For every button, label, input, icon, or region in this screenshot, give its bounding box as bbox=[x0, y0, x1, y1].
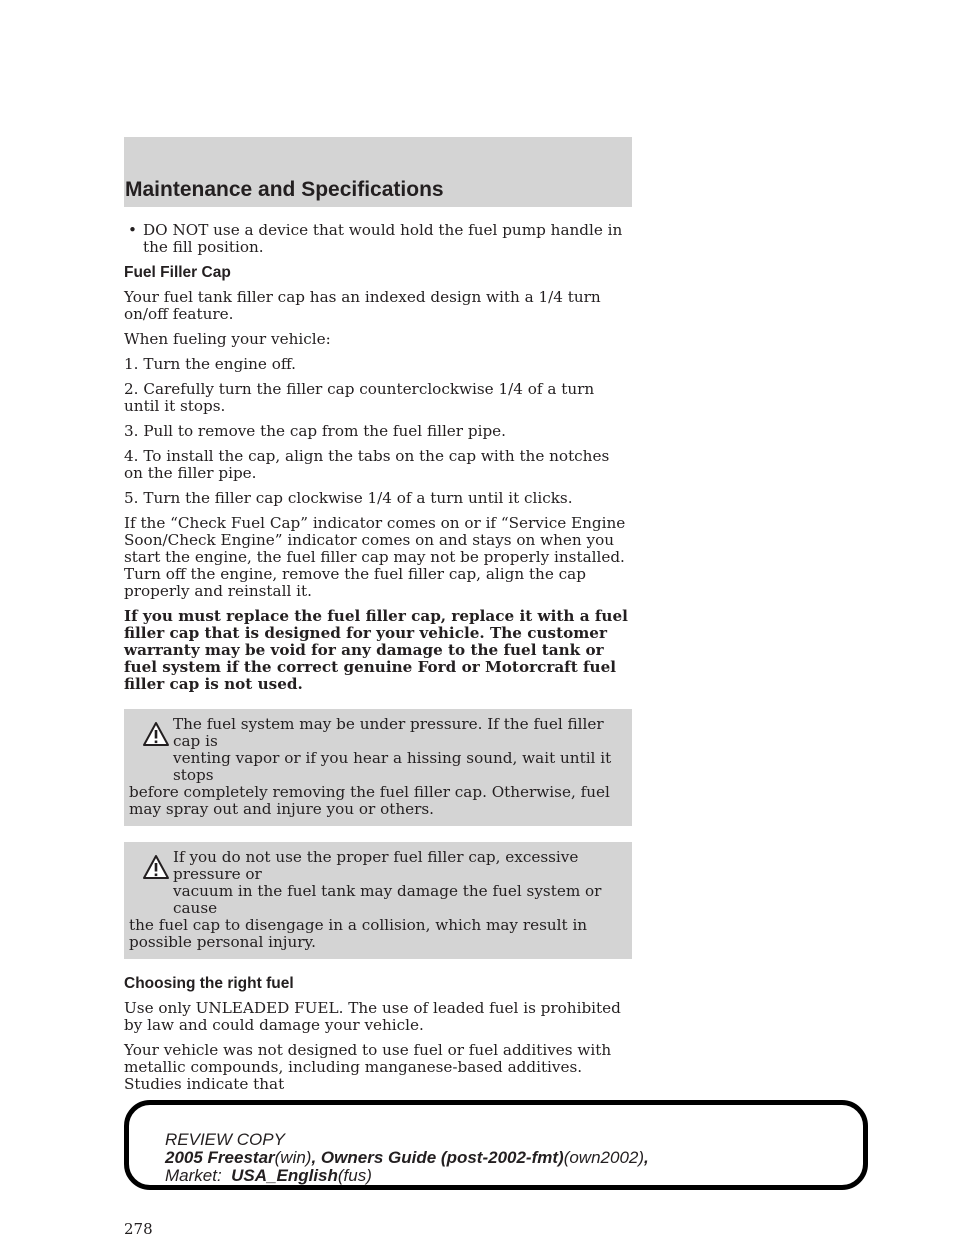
review-model-line bbox=[165, 1149, 649, 1167]
guide-name: , Owners Guide (post-2002-fmt) bbox=[311, 1148, 564, 1167]
market-code: (fus) bbox=[337, 1166, 372, 1185]
warning-text-rest: before completely removing the fuel filler cap. Otherwise, fuel may spray out and injure you or others. bbox=[129, 783, 610, 818]
warning-box-cap bbox=[124, 842, 632, 959]
review-market-line bbox=[165, 1167, 372, 1185]
model-name: 2005 Freestar bbox=[165, 1148, 275, 1167]
choosing-fuel-p1: Use only UNLEADED FUEL. The use of leaded fuel is prohibited by law and could damage your vehicle. bbox=[124, 999, 621, 1034]
guide-code: (own2002) bbox=[563, 1148, 645, 1167]
fuel-filler-cap-heading: Fuel Filler Cap bbox=[124, 264, 231, 281]
warning-text-line1: If you do not use the proper fuel filler cap, excessive pressure or bbox=[173, 848, 579, 883]
when-fueling-text: When fueling your vehicle: bbox=[124, 330, 331, 348]
choosing-fuel-p2: Your vehicle was not designed to use fuel or fuel additives with metallic compounds, including manganese-based additives. Studies indicate that bbox=[124, 1041, 612, 1093]
warning-box-pressure bbox=[124, 709, 632, 826]
market-label: Market: bbox=[165, 1166, 222, 1185]
step-5: 5. Turn the filler cap clockwise 1/4 of a turn until it clicks. bbox=[124, 489, 573, 507]
page-number: 278 bbox=[124, 1220, 153, 1238]
review-copy-box bbox=[124, 1100, 868, 1190]
warning-triangle-icon bbox=[142, 721, 170, 747]
choosing-fuel-heading: Choosing the right fuel bbox=[124, 975, 294, 992]
step-1: 1. Turn the engine off. bbox=[124, 355, 296, 373]
warning-text-line2: venting vapor or if you hear a hissing sound, wait until it stops bbox=[173, 749, 612, 784]
warning-triangle-icon bbox=[142, 854, 170, 880]
section-title: Maintenance and Specifications bbox=[125, 178, 444, 201]
step-3: 3. Pull to remove the cap from the fuel filler pipe. bbox=[124, 422, 507, 440]
fuel-cap-intro: Your fuel tank filler cap has an indexed design with a 1/4 turn on/off feature. bbox=[124, 288, 601, 323]
comma: , bbox=[644, 1148, 649, 1167]
warning-text-line1: The fuel system may be under pressure. If the fuel filler cap is bbox=[173, 715, 604, 750]
bullet-dot-icon: • bbox=[128, 221, 137, 239]
page-content bbox=[124, 222, 632, 1101]
warning-text-rest: the fuel cap to disengage in a collision, which may result in possible personal injury. bbox=[129, 916, 588, 951]
bullet-item bbox=[124, 222, 632, 256]
review-copy-label: REVIEW COPY bbox=[165, 1130, 285, 1149]
indicator-note: If the “Check Fuel Cap” indicator comes on or if “Service Engine Soon/Check Engine” indicator comes on and stays on when you start the engine, the fuel filler cap may not be properly installed. Turn off the engine, remove the fuel filler cap, align the cap properly and reinstall it. bbox=[124, 514, 626, 600]
bullet-text: DO NOT use a device that would hold the fuel pump handle in the fill position. bbox=[143, 221, 623, 256]
market-name: USA_English bbox=[231, 1166, 338, 1185]
warning-text-line2: vacuum in the fuel tank may damage the fuel system or cause bbox=[173, 882, 602, 917]
step-2: 2. Carefully turn the filler cap counterclockwise 1/4 of a turn until it stops. bbox=[124, 380, 595, 415]
model-code: (win) bbox=[274, 1148, 312, 1167]
step-4: 4. To install the cap, align the tabs on the cap with the notches on the filler pipe. bbox=[124, 447, 610, 482]
replace-cap-note: If you must replace the fuel filler cap, replace it with a fuel filler cap that is designed for your vehicle. The customer warranty may be void for any damage to the fuel tank or fuel system if the correct genuine Ford or Motorcraft fuel filler cap is not used. bbox=[124, 607, 628, 693]
